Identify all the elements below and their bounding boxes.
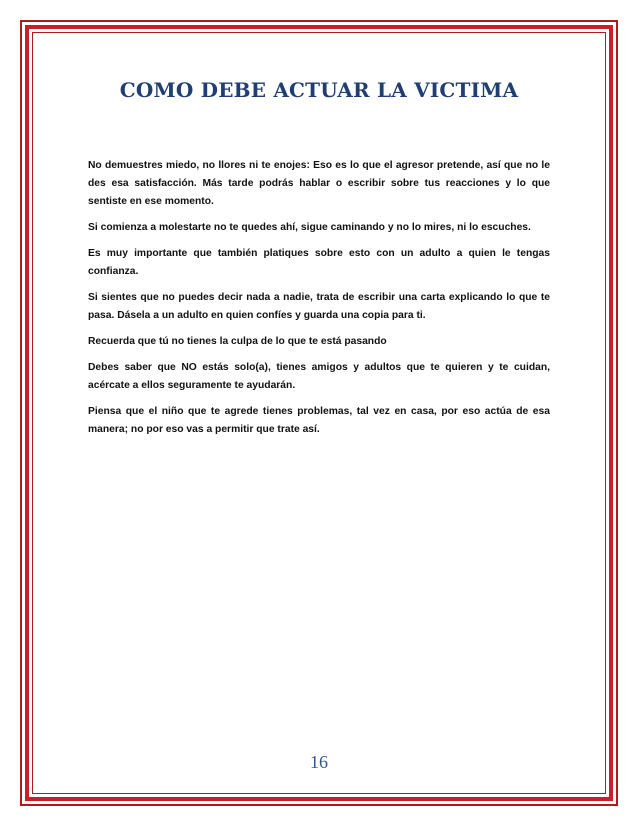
paragraph-7: Piensa que el niño que te agrede tienes problemas, tal vez en casa, por eso actúa de esa manera; no por eso vas a permitir que trate así.: [88, 406, 550, 435]
paragraph-3: Es muy importante que también platiques sobre esto con un adulto a quien le tengas confianza.: [88, 248, 550, 277]
body-content: [88, 157, 550, 447]
page-number: 16: [310, 752, 328, 772]
paragraph-1: No demuestres miedo, no llores ni te enojes: Eso es lo que el agresor pretende, así que no le des esa satisfacción. Más tarde podrás hablar o escribir sobre tus reacciones y lo que sentiste en ese momento.: [88, 160, 550, 207]
paragraph-2: Si comienza a molestarte no te quedes ahí, sigue caminando y no lo mires, ni lo escuches.: [88, 222, 531, 233]
paragraph-6: Debes saber que NO estás solo(a), tienes amigos y adultos que te quieren y te cuidan, acércate a ellos seguramente te ayudarán.: [88, 362, 550, 391]
paragraph-4: Si sientes que no puedes decir nada a nadie, trata de escribir una carta explicando lo que te pasa. Dásela a un adulto en quien confíes y guarda una copia para ti.: [88, 292, 550, 321]
paragraph-5: Recuerda que tú no tienes la culpa de lo que te está pasando: [88, 336, 387, 347]
page-title: COMO DEBE ACTUAR LA VICTIMA: [119, 78, 519, 102]
